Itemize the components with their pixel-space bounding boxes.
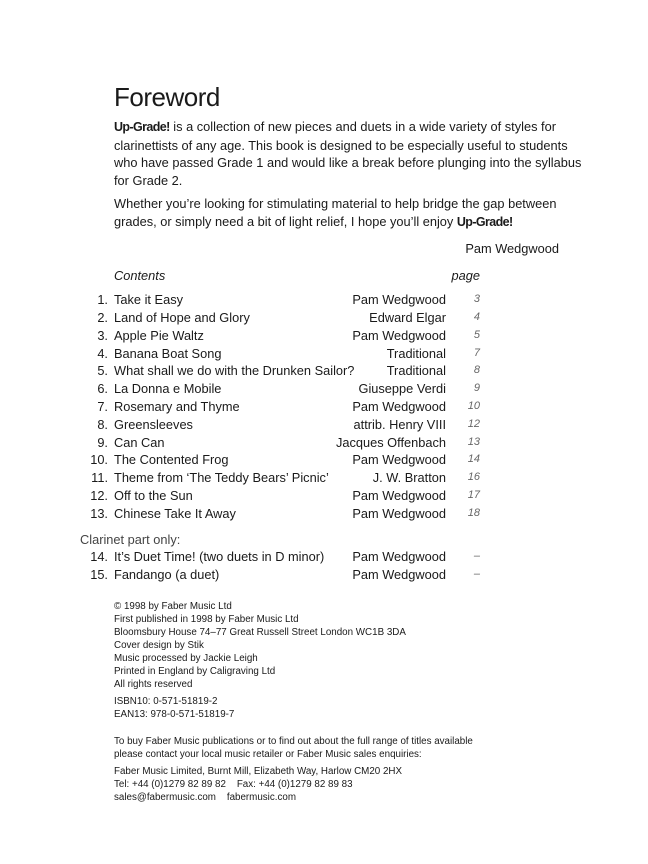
item-composer: Traditional	[386, 363, 446, 379]
item-number: 10.	[90, 452, 108, 468]
item-composer: Jacques Offenbach	[335, 434, 446, 450]
contents-row	[80, 487, 480, 505]
item-composer: Traditional	[386, 345, 446, 361]
signature: Pam Wedgwood	[465, 240, 559, 256]
item-title: Theme from ‘The Teddy Bears’ Picnic’	[114, 470, 329, 486]
item-page: 7	[473, 346, 480, 359]
contents-row	[80, 345, 480, 363]
item-number: 12.	[90, 487, 108, 503]
item-page: 9	[473, 382, 480, 395]
item-page: 4	[473, 310, 480, 323]
item-title: Apple Pie Waltz	[114, 327, 204, 343]
item-title: Chinese Take It Away	[114, 505, 236, 521]
item-number: 14.	[90, 549, 108, 565]
copyright-block	[114, 600, 582, 691]
item-title: The Contented Frog	[114, 452, 229, 468]
item-page: 8	[473, 364, 480, 377]
contents-row	[80, 505, 480, 523]
intro-text: is a collection of new pieces and duets in a wide variety of styles for clarinettists of any age. This book is designed to be especially useful to students who have passed Grade 1 and would like a break before plunging into the syllabus for Grade 2.	[114, 119, 582, 188]
clarinet-only-heading: Clarinet part only:	[80, 531, 181, 547]
item-composer: attrib. Henry VIII	[353, 416, 446, 432]
contents-row	[80, 451, 480, 469]
contents-list	[80, 291, 480, 522]
item-number: 11.	[91, 470, 108, 486]
item-number: 15.	[90, 567, 108, 583]
contents-row	[80, 398, 480, 416]
item-composer: Pam Wedgwood	[352, 487, 446, 503]
item-title: Rosemary and Thyme	[114, 398, 240, 414]
item-title: Fandango (a duet)	[114, 567, 220, 583]
contents-row	[80, 362, 480, 380]
item-number: 8.	[97, 416, 108, 432]
contents-row	[80, 291, 480, 309]
footer-line: sales@fabermusic.com fabermusic.com	[114, 791, 296, 803]
footer-line: Tel: +44 (0)1279 82 89 82 Fax: +44 (0)1279 82 89 83	[114, 778, 353, 790]
second-text: Whether you’re looking for stimulating material to help bridge the gap between grades, or simply need a bit of light relief, I hope you’ll enjoy	[114, 196, 557, 229]
contents-row	[80, 434, 480, 452]
footer-line: To buy Faber Music publications or to find out about the full range of titles available	[114, 735, 473, 747]
item-page: 10	[467, 399, 480, 412]
contents-row	[80, 566, 480, 584]
contents-row	[80, 469, 480, 487]
footer-line: Faber Music Limited, Burnt Mill, Elizabeth Way, Harlow CM20 2HX	[114, 765, 403, 777]
isbn-block	[114, 695, 582, 721]
item-page: 5	[473, 328, 480, 341]
item-composer: Pam Wedgwood	[352, 292, 446, 308]
item-composer: Pam Wedgwood	[352, 505, 446, 521]
item-title: What shall we do with the Drunken Sailor?	[114, 363, 355, 379]
item-title: Take it Easy	[114, 292, 183, 308]
item-number: 3.	[97, 327, 108, 343]
footer-line: Printed in England by Caligraving Ltd	[114, 665, 276, 677]
clarinet-only-list	[80, 548, 480, 584]
contact-info	[114, 765, 582, 804]
item-page: 13	[467, 435, 480, 448]
item-page: –	[473, 550, 480, 563]
item-page: 17	[467, 488, 480, 501]
brand-name: Up-Grade!	[456, 214, 513, 229]
item-page: 3	[473, 293, 480, 306]
item-page: –	[473, 568, 480, 581]
item-composer: Edward Elgar	[369, 309, 446, 325]
item-number: 6.	[97, 381, 108, 397]
brand-name: Up-Grade!	[114, 120, 170, 134]
foreword-section	[114, 82, 582, 285]
footer-line: Cover design by Stik	[114, 639, 204, 651]
footer-line: EAN13: 978-0-571-51819-7	[114, 708, 235, 720]
item-composer: Pam Wedgwood	[352, 398, 446, 414]
footer-line: please contact your local music retailer or Faber Music sales enquiries:	[114, 748, 422, 760]
item-page: 14	[467, 453, 480, 466]
item-composer: J. W. Bratton	[372, 470, 446, 486]
page-heading: page	[451, 268, 480, 284]
second-paragraph	[114, 195, 584, 231]
item-title: Land of Hope and Glory	[114, 309, 250, 325]
footer-line: Music processed by Jackie Leigh	[114, 652, 258, 664]
contents-header	[114, 267, 480, 285]
item-title: Banana Boat Song	[114, 345, 222, 361]
item-title: La Donna e Mobile	[114, 381, 222, 397]
page-title: Foreword	[114, 82, 220, 112]
intro-paragraph	[114, 118, 584, 189]
item-composer: Pam Wedgwood	[352, 327, 446, 343]
item-composer: Giuseppe Verdi	[358, 381, 446, 397]
footer-line: ISBN10: 0-571-51819-2	[114, 695, 218, 707]
item-number: 5.	[97, 363, 108, 379]
item-page: 18	[467, 506, 480, 519]
contents-row	[80, 380, 480, 398]
item-page: 16	[467, 471, 480, 484]
item-composer: Pam Wedgwood	[352, 567, 446, 583]
item-title: It’s Duet Time! (two duets in D minor)	[114, 549, 325, 565]
contents-row	[80, 309, 480, 327]
item-number: 1.	[97, 292, 108, 308]
item-number: 2.	[97, 309, 108, 325]
item-number: 9.	[97, 434, 108, 450]
contents-row	[80, 327, 480, 345]
item-composer: Pam Wedgwood	[352, 549, 446, 565]
item-title: Can Can	[114, 434, 165, 450]
item-number: 4.	[97, 345, 108, 361]
contents-row	[80, 416, 480, 434]
footer-line: All rights reserved	[114, 678, 193, 690]
item-number: 13.	[90, 505, 108, 521]
contents-heading: Contents	[114, 268, 166, 284]
footer-line: First published in 1998 by Faber Music Ltd	[114, 613, 299, 625]
item-number: 7.	[97, 398, 108, 414]
contents-row	[80, 548, 480, 566]
footer-line: Bloomsbury House 74–77 Great Russell Street London WC1B 3DA	[114, 626, 406, 638]
item-title: Off to the Sun	[114, 487, 193, 503]
item-composer: Pam Wedgwood	[352, 452, 446, 468]
item-title: Greensleeves	[114, 416, 193, 432]
purchase-info	[114, 735, 582, 761]
item-page: 12	[467, 417, 480, 430]
footer-line: © 1998 by Faber Music Ltd	[114, 600, 232, 612]
